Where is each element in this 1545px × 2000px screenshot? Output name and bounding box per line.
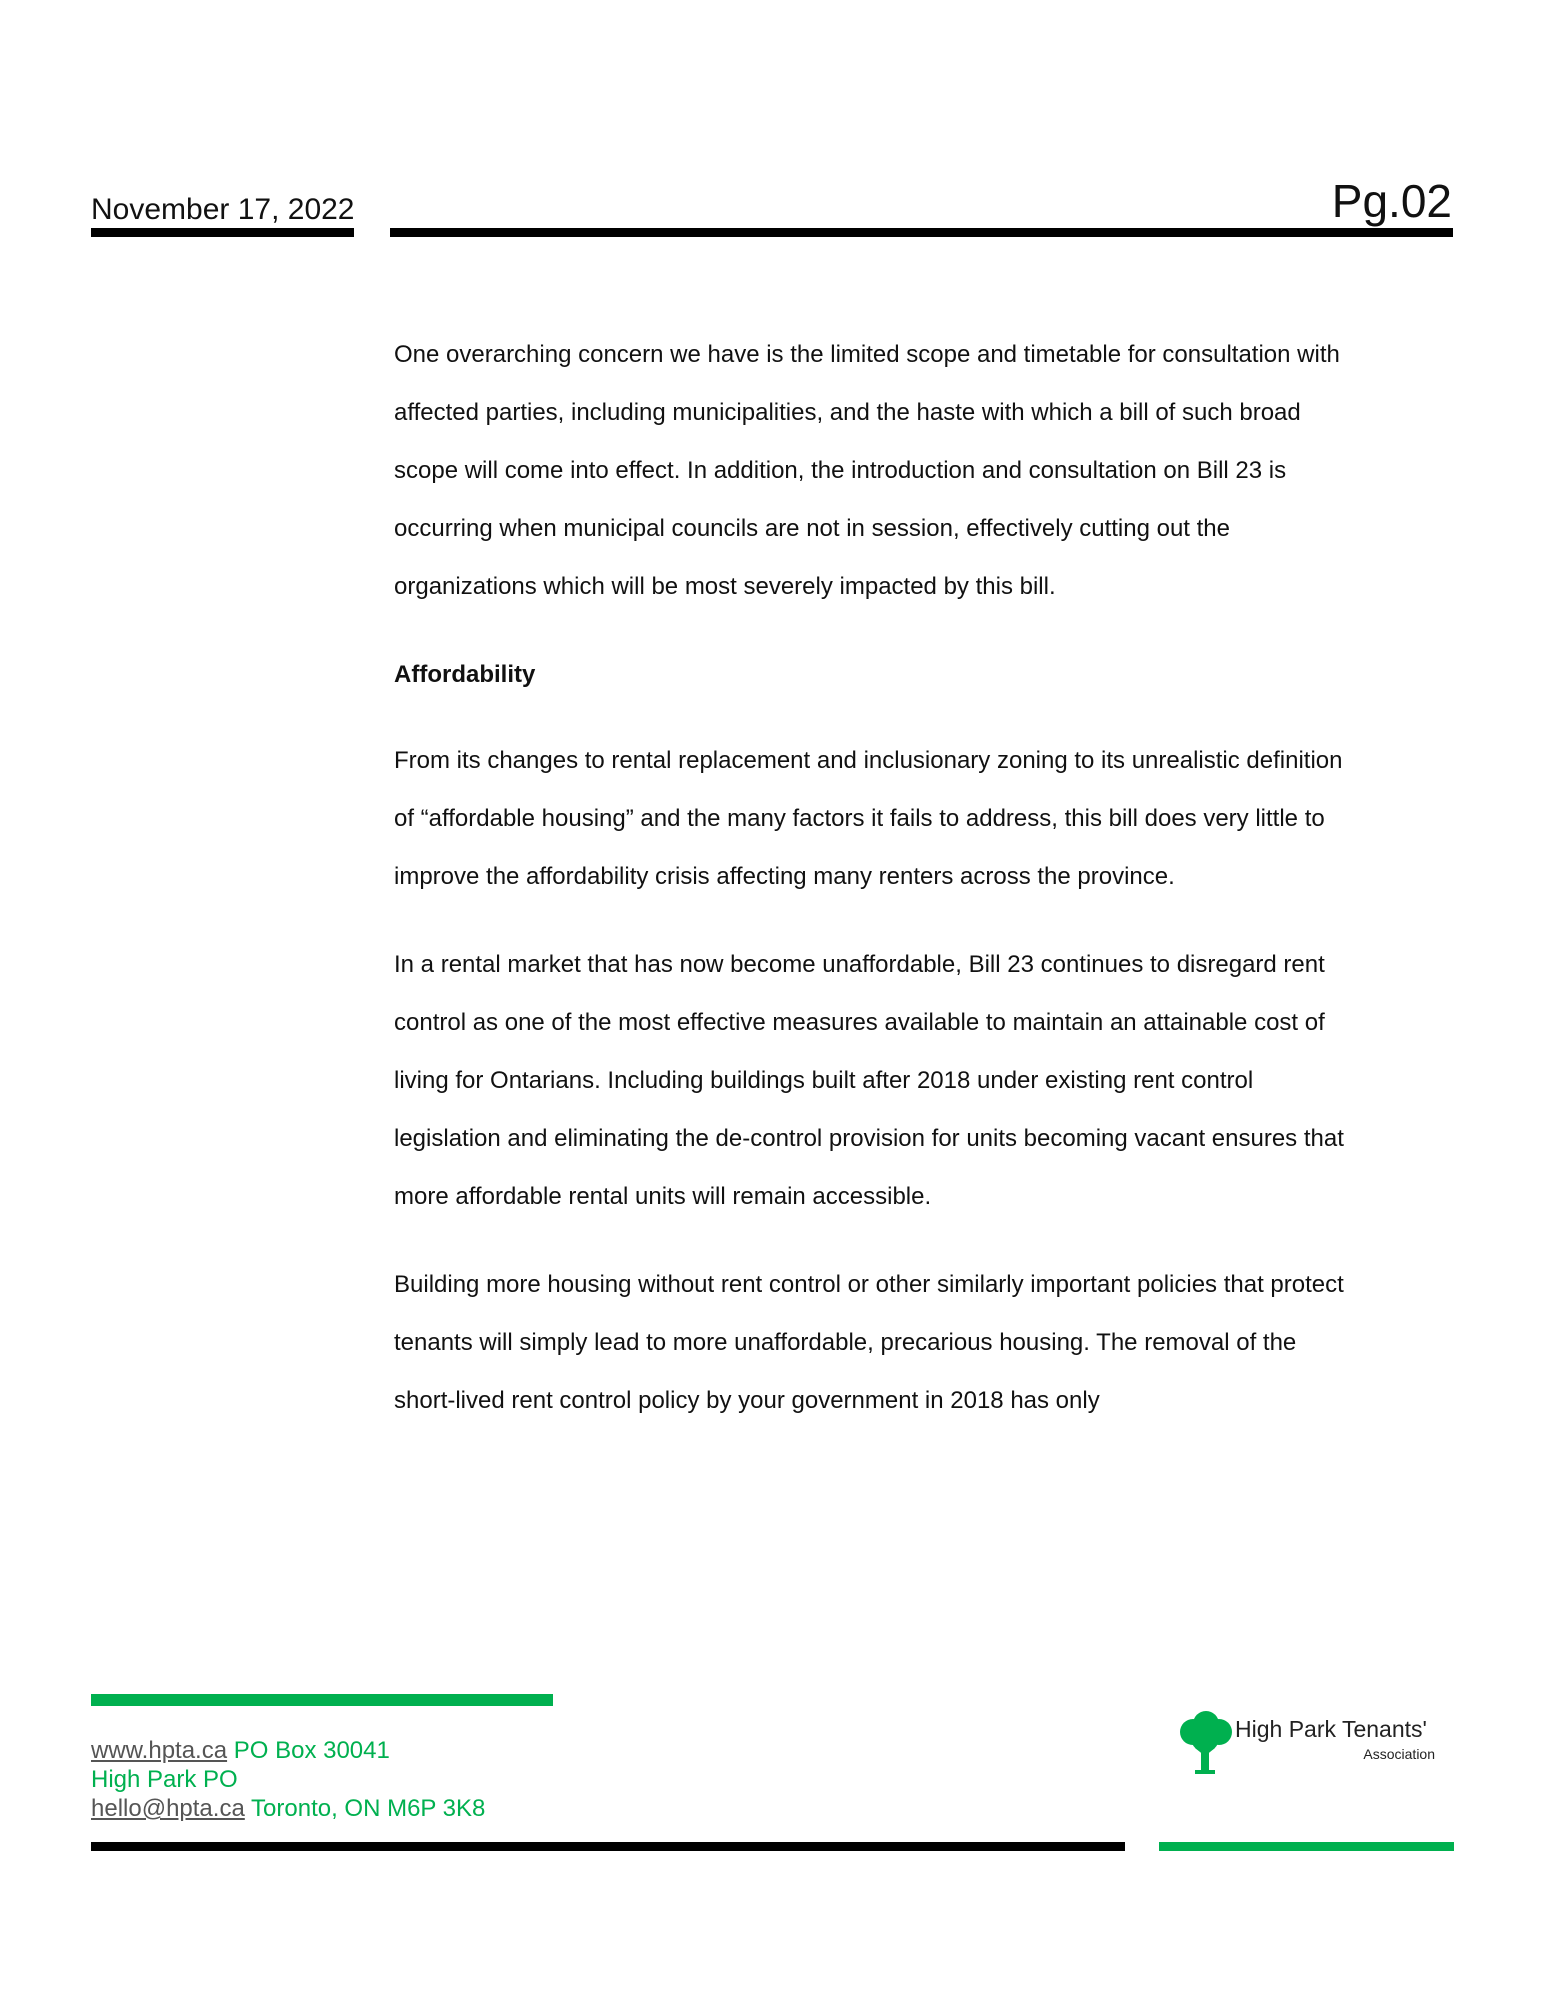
section-heading-affordability: Affordability bbox=[394, 661, 536, 688]
footer-line-3 bbox=[91, 1794, 485, 1823]
paragraph-consultation: One overarching concern we have is the limited scope and timetable for consultation with affected parties, including municipalities, and the haste with which a bill of such broad scope will come into effect. In addition, the introduction and consultation on Bill 23 is occurring when municipal councils are not in session, effectively cutting out the organizations which will be most severely impacted by this bill. bbox=[394, 341, 1340, 600]
logo-subtitle: Association bbox=[1363, 1746, 1435, 1762]
post-office: High Park PO bbox=[91, 1766, 238, 1793]
page-date: November 17, 2022 bbox=[91, 193, 355, 226]
footer-line-1 bbox=[91, 1736, 485, 1765]
page-number: Pg.02 bbox=[1331, 175, 1452, 227]
email-link[interactable]: hello@hpta.ca bbox=[91, 1795, 245, 1822]
footer-black-rule bbox=[91, 1842, 1125, 1851]
paragraph-rent-control: In a rental market that has now become unaffordable, Bill 23 continues to disregard rent control as one of the most effective measures available to maintain an attainable cost of living for Ontarians. Including buildings built after 2018 under existing rent control legislation and eliminating the de-control provision for units becoming vacant ensures that more affordable rental units will remain accessible. bbox=[394, 951, 1344, 1210]
letter-body bbox=[394, 326, 1344, 1460]
header-rule bbox=[390, 228, 1453, 237]
tree-icon bbox=[1175, 1710, 1235, 1780]
paragraph-affordability: From its changes to rental replacement and inclusionary zoning to its unrealistic definition of “affordable housing” and the many factors it fails to address, this bill does very little to improve the affordability crisis affecting many renters across the province. bbox=[394, 747, 1343, 890]
website-link[interactable]: www.hpta.ca bbox=[91, 1737, 228, 1764]
footer-green-rule-right bbox=[1159, 1842, 1454, 1851]
city-postal: Toronto, ON M6P 3K8 bbox=[244, 1795, 486, 1822]
logo-title: High Park Tenants' bbox=[1235, 1716, 1427, 1742]
date-underline bbox=[91, 228, 354, 237]
hpta-logo bbox=[1175, 1710, 1455, 1780]
footer-green-rule bbox=[91, 1694, 553, 1706]
footer-contact bbox=[91, 1736, 485, 1823]
paragraph-housing: Building more housing without rent control or other similarly important policies that protect tenants will simply lead to more unaffordable, precarious housing. The removal of the short-lived rent control policy by your government in 2018 has only bbox=[394, 1271, 1344, 1414]
po-box: PO Box 30041 bbox=[227, 1737, 390, 1764]
